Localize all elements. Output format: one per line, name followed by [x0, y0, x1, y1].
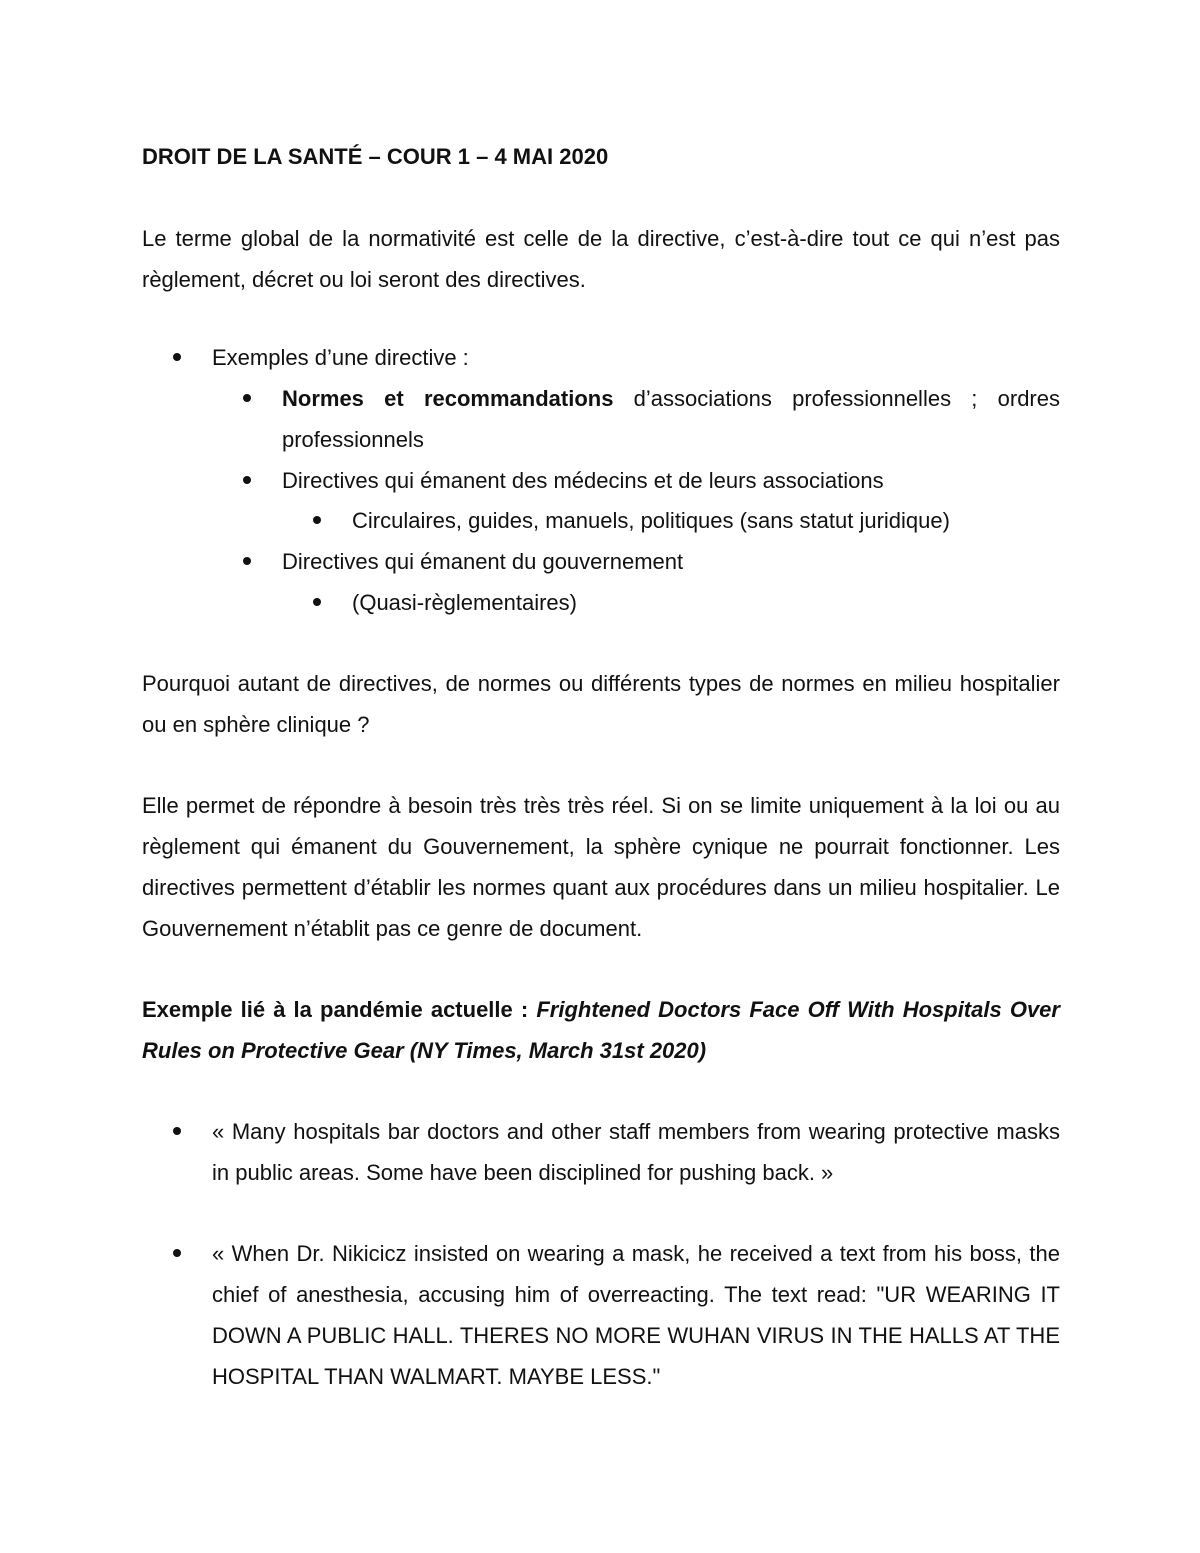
examples-sublist	[282, 541, 1060, 582]
list-item	[282, 541, 1060, 582]
list-item	[212, 1111, 1060, 1193]
item-text: d’associations professionnelles ; ordres professionnels	[282, 386, 1060, 452]
quote-list	[212, 1111, 1060, 1193]
answer-paragraph: Elle permet de répondre à besoin très très très réel. Si on se limite uniquement à la loi ou au règlement qui émanent du Gouvernement, la sphère cynique ne pourrait fonctionner. Les directives permettent d’établir les normes quant aux procédures dans un milieu hospitalier. Le Gouvernement n’établit pas ce genre de document.	[142, 793, 1060, 941]
list-item	[212, 337, 812, 378]
examples-sublist	[282, 378, 1060, 501]
nested-sublist	[352, 582, 1060, 623]
pandemic-example-heading	[142, 989, 1060, 1071]
pandemic-label: Exemple lié à la pandémie actuelle :	[142, 997, 529, 1022]
examples-heading: Exemples d’une directive :	[212, 345, 469, 370]
intro-paragraph: Le terme global de la normativité est celle de la directive, c’est-à-dire tout ce qui n’est pas règlement, décret ou loi seront des directives.	[142, 226, 1060, 292]
list-item	[352, 500, 1060, 541]
quote-text: « When Dr. Nikicicz insisted on wearing a mask, he received a text from his boss, the chief of anesthesia, accusing him of overreacting. The text read: "UR WEARING IT DOWN A PUBLIC HALL. THERES NO MORE WUHAN VIRUS IN THE HALLS AT THE HOSPITAL THAN WALMART. MAYBE LESS."	[212, 1241, 1060, 1389]
list-item	[282, 378, 1060, 460]
list-item	[282, 460, 1060, 501]
quote-text: « Many hospitals bar doctors and other staff members from wearing protective masks in public areas. Some have been disciplined for pushing back. »	[212, 1119, 1060, 1185]
article-title: Frightened Doctors Face Off With Hospitals Over Rules on Protective Gear (NY Times, March 31st 2020)	[142, 997, 1060, 1063]
item-text: Circulaires, guides, manuels, politiques (sans statut juridique)	[352, 508, 950, 533]
document-title: DROIT DE LA SANTÉ – COUR 1 – 4 MAI 2020	[142, 144, 609, 169]
item-text: Directives qui émanent du gouvernement	[282, 549, 684, 574]
item-text: Directives qui émanent des médecins et de leurs associations	[282, 468, 884, 493]
list-item	[352, 582, 1060, 623]
nested-sublist	[352, 500, 1060, 541]
item-bold-label: Normes et recommandations	[282, 386, 614, 411]
examples-list	[212, 337, 812, 378]
item-text: (Quasi-règlementaires)	[352, 590, 577, 615]
quote-list	[212, 1233, 1060, 1397]
list-item	[212, 1233, 1060, 1397]
question-paragraph: Pourquoi autant de directives, de normes ou différents types de normes en milieu hospitalier ou en sphère clinique ?	[142, 671, 1060, 737]
